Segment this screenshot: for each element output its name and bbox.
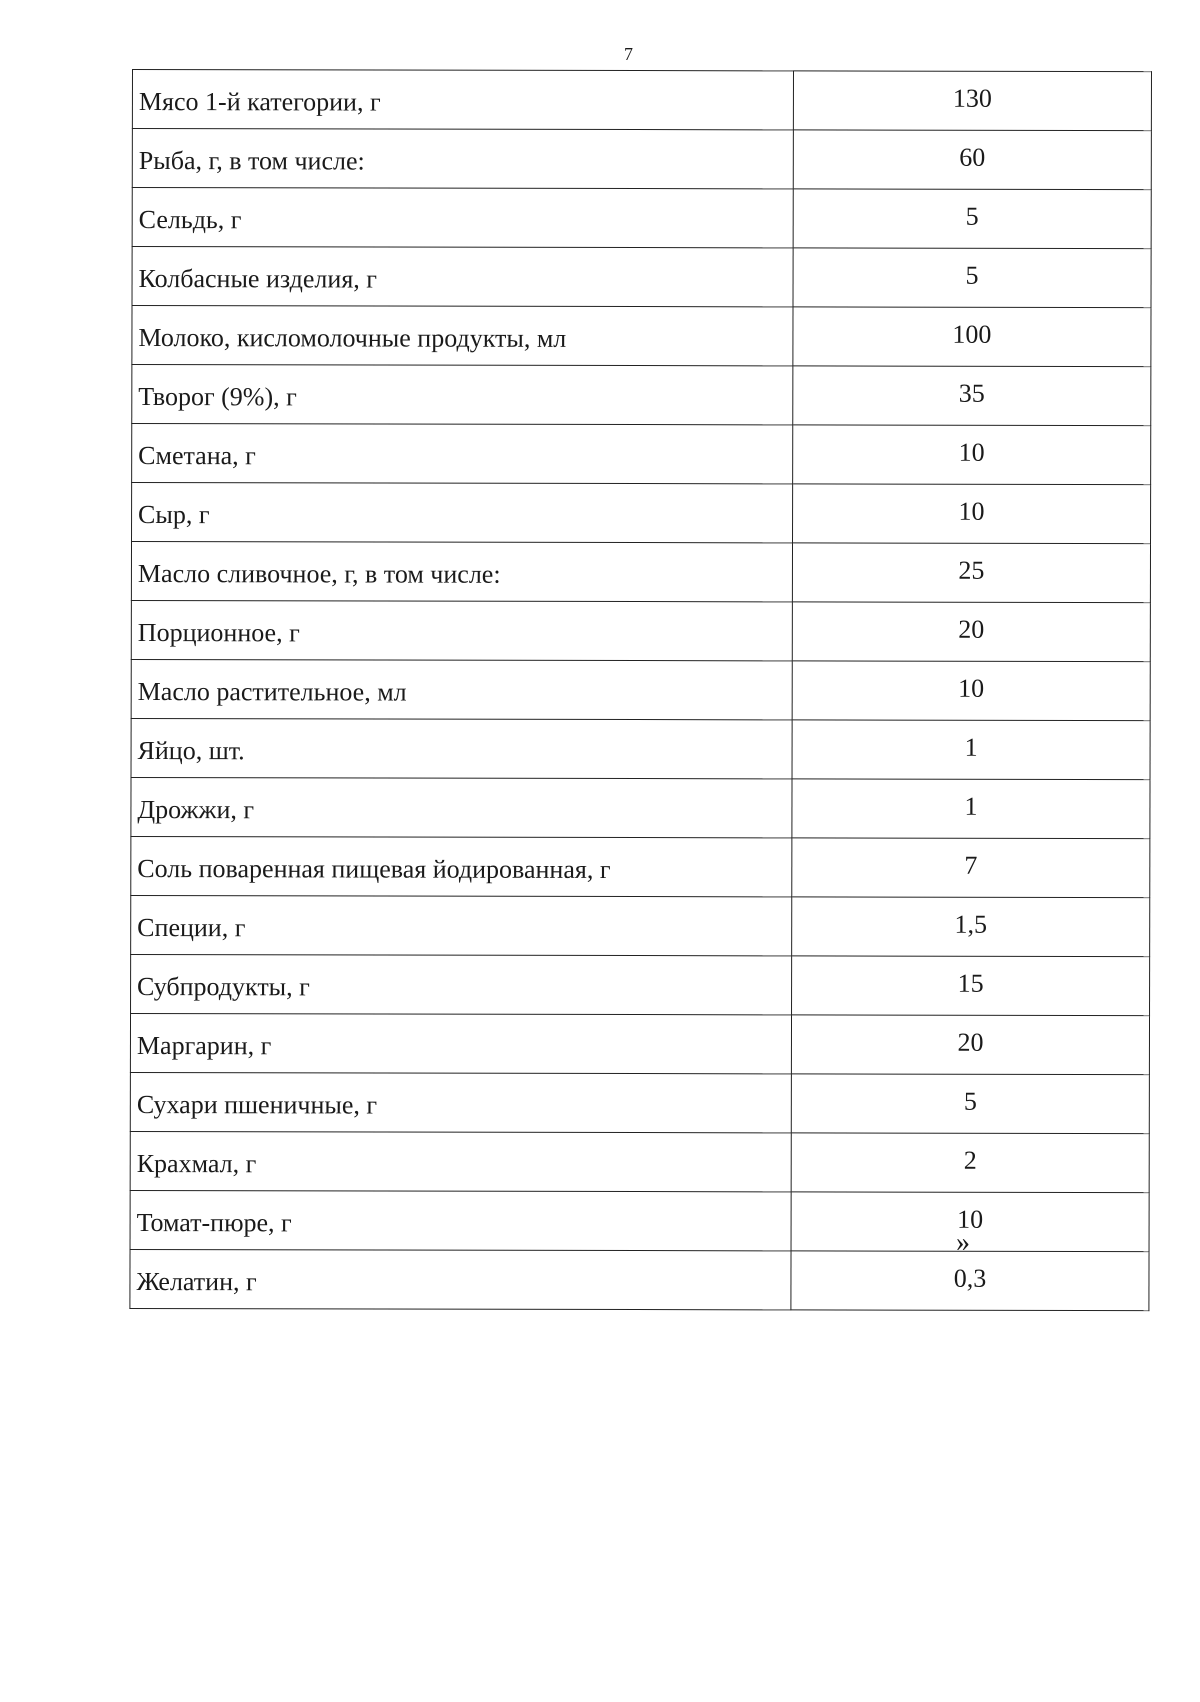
table-row xyxy=(131,718,1150,779)
product-name-cell: Сметана, г xyxy=(132,424,793,484)
product-name-cell: Субпродукты, г xyxy=(131,954,792,1014)
product-name-cell: Маргарин, г xyxy=(130,1013,791,1073)
product-amount-cell: 7 xyxy=(792,838,1150,898)
product-amount-cell: 5 xyxy=(791,1074,1149,1134)
food-norms-table xyxy=(129,69,1152,1311)
table-row xyxy=(132,129,1151,190)
product-amount-cell: 15 xyxy=(792,956,1150,1016)
table-row xyxy=(130,1072,1149,1133)
product-amount-cell: 10 xyxy=(793,425,1151,485)
table-row xyxy=(132,70,1151,131)
product-name-cell: Мясо 1-й категории, г xyxy=(132,70,793,130)
product-name-cell: Специи, г xyxy=(131,895,792,955)
table-row xyxy=(130,1131,1149,1192)
product-name-cell: Сыр, г xyxy=(132,483,793,543)
product-amount-cell: 10 xyxy=(791,1192,1149,1252)
table-row xyxy=(130,1190,1149,1251)
table-body xyxy=(130,70,1152,1311)
product-name-cell: Порционное, г xyxy=(131,600,792,660)
table-row xyxy=(132,247,1151,308)
product-amount-cell: 1 xyxy=(792,720,1150,780)
product-name-cell: Рыба, г, в том числе: xyxy=(132,129,793,189)
product-amount-cell: 5 xyxy=(793,189,1151,249)
product-name-cell: Крахмал, г xyxy=(130,1131,791,1191)
product-amount-cell: 100 xyxy=(793,307,1151,367)
product-amount-cell: 60 xyxy=(793,130,1151,190)
product-amount-cell: 0,3 xyxy=(791,1251,1149,1311)
product-amount-cell: 1 xyxy=(792,779,1150,839)
table-row xyxy=(132,365,1151,426)
product-amount-cell: 2 xyxy=(791,1133,1149,1193)
product-amount-cell: 10 xyxy=(792,661,1150,721)
product-name-cell: Колбасные изделия, г xyxy=(132,247,793,307)
product-name-cell: Желатин, г xyxy=(130,1249,791,1309)
table-row xyxy=(130,1249,1149,1310)
table-row xyxy=(131,836,1150,897)
product-name-cell: Сельдь, г xyxy=(132,188,793,248)
product-name-cell: Томат-пюре, г xyxy=(130,1190,791,1250)
product-amount-cell: 20 xyxy=(791,1015,1149,1075)
table-row xyxy=(130,1013,1149,1074)
product-amount-cell: 5 xyxy=(793,248,1151,308)
product-amount-cell: 20 xyxy=(792,602,1150,662)
product-name-cell: Масло сливочное, г, в том числе: xyxy=(131,542,792,602)
page-number: 7 xyxy=(624,44,633,64)
product-name-cell: Молоко, кисломолочные продукты, мл xyxy=(132,306,793,366)
table-row xyxy=(131,542,1150,603)
table-row xyxy=(132,188,1151,249)
table-row xyxy=(132,306,1151,367)
product-name-cell: Сухари пшеничные, г xyxy=(130,1072,791,1132)
table-row xyxy=(131,777,1150,838)
product-amount-cell: 10 xyxy=(793,484,1151,544)
product-amount-cell: 35 xyxy=(793,366,1151,426)
table-row xyxy=(132,483,1151,544)
product-name-cell: Масло растительное, мл xyxy=(131,659,792,719)
product-amount-cell: 1,5 xyxy=(792,897,1150,957)
product-name-cell: Яйцо, шт. xyxy=(131,718,792,778)
table-row xyxy=(131,954,1150,1015)
table-row xyxy=(132,424,1151,485)
product-name-cell: Творог (9%), г xyxy=(132,365,793,425)
product-name-cell: Соль поваренная пищевая йодированная, г xyxy=(131,836,792,896)
table-row xyxy=(131,659,1150,720)
product-name-cell: Дрожжи, г xyxy=(131,777,792,837)
table-row xyxy=(131,600,1150,661)
table-row xyxy=(131,895,1150,956)
closing-quote-mark: » xyxy=(956,1227,970,1258)
product-amount-cell: 130 xyxy=(793,71,1151,131)
product-amount-cell: 25 xyxy=(792,543,1150,603)
